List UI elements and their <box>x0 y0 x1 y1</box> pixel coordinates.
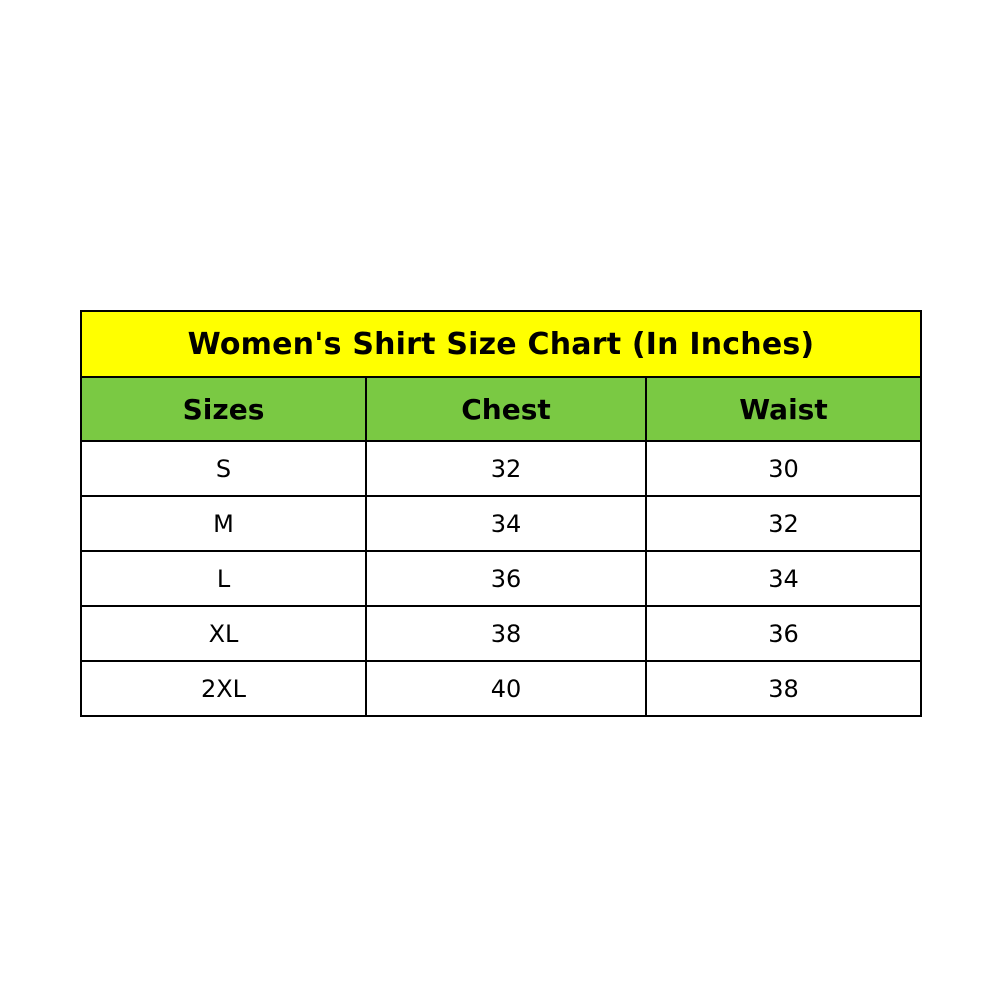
cell-size: 2XL <box>81 661 366 716</box>
cell-size: L <box>81 551 366 606</box>
table-row <box>81 551 921 606</box>
column-header-sizes: Sizes <box>81 377 366 441</box>
cell-chest: 34 <box>366 496 646 551</box>
size-chart-container <box>80 310 920 717</box>
cell-waist: 36 <box>646 606 921 661</box>
table-row <box>81 661 921 716</box>
cell-size: M <box>81 496 366 551</box>
table-title-row <box>81 311 921 377</box>
table-row <box>81 496 921 551</box>
table-row <box>81 441 921 496</box>
size-chart-table <box>80 310 922 717</box>
column-header-chest: Chest <box>366 377 646 441</box>
cell-chest: 40 <box>366 661 646 716</box>
cell-waist: 34 <box>646 551 921 606</box>
cell-waist: 32 <box>646 496 921 551</box>
chart-title: Women's Shirt Size Chart (In Inches) <box>81 311 921 377</box>
table-row <box>81 606 921 661</box>
cell-waist: 30 <box>646 441 921 496</box>
column-header-waist: Waist <box>646 377 921 441</box>
cell-chest: 36 <box>366 551 646 606</box>
cell-waist: 38 <box>646 661 921 716</box>
cell-size: S <box>81 441 366 496</box>
cell-chest: 32 <box>366 441 646 496</box>
cell-chest: 38 <box>366 606 646 661</box>
cell-size: XL <box>81 606 366 661</box>
table-header-row <box>81 377 921 441</box>
